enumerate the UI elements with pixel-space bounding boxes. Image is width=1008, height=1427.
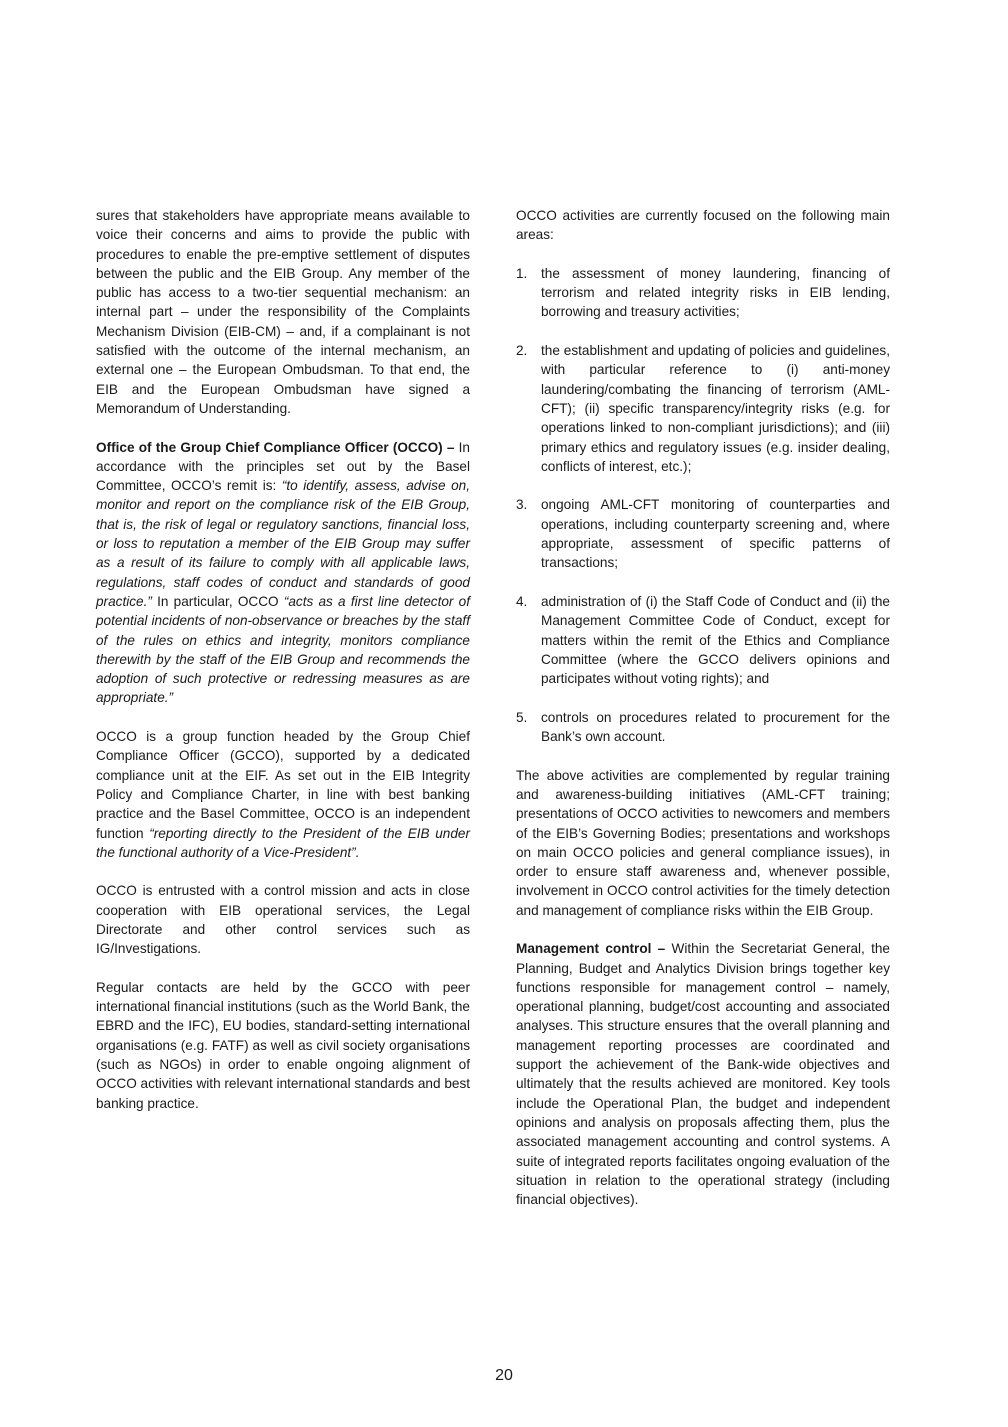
list-item xyxy=(516,708,890,747)
page-number: 20 xyxy=(495,1367,513,1384)
list-item-number: 3. xyxy=(516,497,528,513)
complaints-mechanism-paragraph: sures that stakeholders have appropriate means available to voice their concerns and aims to provide the public with procedures to enable the pre-emptive settlement of disputes between the public and the EIB Group. Any member of the public has access to a two-tier sequential mechanism: an internal part – under the responsibility of the Complaints Mechanism Division (EIB-CM) – and, if a complainant is not satisfied with the outcome of the internal mechanism, an external one – the European Ombudsman. To that end, the EIB and the European Ombudsman have signed a Memorandum of Understanding. xyxy=(96,208,470,416)
occo-intro: In accordance with the principles set out by the Basel Committee, OCCO’s remit is: xyxy=(96,439,470,494)
list-item-number: 1. xyxy=(516,265,528,281)
occo-paragraph xyxy=(96,438,470,708)
occo-reporting-quote: “reporting directly to the President of the EIB under the functional authority of a Vice-President”. xyxy=(96,825,470,860)
list-item-text: the establishment and updating of policies and guidelines, with particular reference to (i) anti-money laundering/combating the financing of terrorism (AML-CFT); (ii) specific transparency/integrity risks (e.g. for operations linked to non-compliant jurisdictions); and (iii) primary ethics and regulatory issues (e.g. insider dealing, conflicts of interest, etc.); xyxy=(541,343,890,474)
list-item-number: 4. xyxy=(516,593,528,609)
occo-mid-text: In particular, OCCO xyxy=(151,593,284,609)
management-control-text: Within the Secretariat General, the Planning, Budget and Analytics Division brings together key functions responsible for management control – namely, operational planning, budget/cost accounting and associated analyses. This structure ensures that the overall planning and management reporting processes are coordinated and support the achievement of the Bank-wide objectives and ultimately that the results achieved are monitored. Key tools include the Operational Plan, the budget and independent opinions and analysis on proposals affecting them, plus the associated management accounting and control systems. A suite of integrated reports facilitates ongoing evaluation of the situation in relation to the operational strategy (including financial objectives). xyxy=(516,941,890,1208)
list-item-text: administration of (i) the Staff Code of Conduct and (ii) the Management Committee Code of Conduct, except for matters within the remit of the Ethics and Compliance Committee (where the GCCO delivers opinions and participates without voting rights); and xyxy=(541,593,890,687)
list-item xyxy=(516,592,890,688)
occo-detector-quote: “acts as a first line detector of potential incidents of non-observance or breaches by the staff of the rules on ethics and integrity, monitors compliance therewith by the staff of the EIB Group and recommends the adoption of such protective or redressing measures as are appropriate.” xyxy=(96,593,470,706)
occo-remit-quote: “to identify, assess, advise on, monitor and report on the compliance risk of the EIB Group, that is, the risk of legal or regulatory sanctions, financial loss, or loss to reputation a member of the EIB Group may suffer as a result of its failure to comply with all applicable laws, regulations, staff codes of conduct and standards of good practice.” xyxy=(96,478,470,609)
list-item-number: 5. xyxy=(516,709,528,725)
occo-areas-list xyxy=(516,264,890,746)
list-item xyxy=(516,341,890,476)
list-item xyxy=(516,264,890,322)
list-item-text: controls on procedures related to procurement for the Bank’s own account. xyxy=(541,709,890,745)
right-column xyxy=(516,206,890,1229)
list-item-number: 2. xyxy=(516,343,528,359)
list-item-text: ongoing AML-CFT monitoring of counterparties and operations, including counterparty screening and, where appropriate, assessment of specific patterns of transactions; xyxy=(541,497,890,571)
left-column xyxy=(96,206,470,1132)
regular-contacts-paragraph: Regular contacts are held by the GCCO with peer international financial institutions (such as the World Bank, the EBRD and the IFC), EU bodies, standard-setting international organisations (e.g. FATF) as well as civil society organisations (such as NGOs) in order to enable ongoing alignment of OCCO activities with relevant international standards and best banking practice. xyxy=(96,979,471,1111)
list-item xyxy=(516,495,890,572)
training-complement-paragraph: The above activities are complemented by regular training and awareness-building initiatives (AML-CFT training; presentations of OCCO activities to newcomers and members of the EIB’s Governing Bodies; presentations and workshops on main OCCO policies and general compliance issues), in order to ensure staff awareness and, whenever possible, involvement in OCCO control activities for the timely detection and management of compliance risks within the EIB Group. xyxy=(516,767,890,918)
occo-activities-intro: OCCO activities are currently focused on the following main areas: xyxy=(516,208,890,243)
management-control-paragraph xyxy=(516,939,890,1209)
management-control-heading: Management control – xyxy=(516,941,666,957)
list-item-text: the assessment of money laundering, financing of terrorism and related integrity risks in EIB lending, borrowing and treasury activities; xyxy=(541,265,890,320)
occo-group-function-text: OCCO is a group function headed by the Group Chief Compliance Officer (GCCO), supported by a dedicated compliance unit at the EIF. As set out in the EIB Integrity Policy and Compliance Charter, in line with best banking practice and the Basel Committee, OCCO is an independent function xyxy=(96,729,470,841)
occo-control-mission-paragraph: OCCO is entrusted with a control mission and acts in close cooperation with EIB operational services, the Legal Directorate and other control services such as IG/Investigations. xyxy=(96,883,470,957)
occo-heading: Office of the Group Chief Compliance Officer (OCCO) – xyxy=(96,439,455,455)
occo-group-function-paragraph xyxy=(96,727,470,862)
